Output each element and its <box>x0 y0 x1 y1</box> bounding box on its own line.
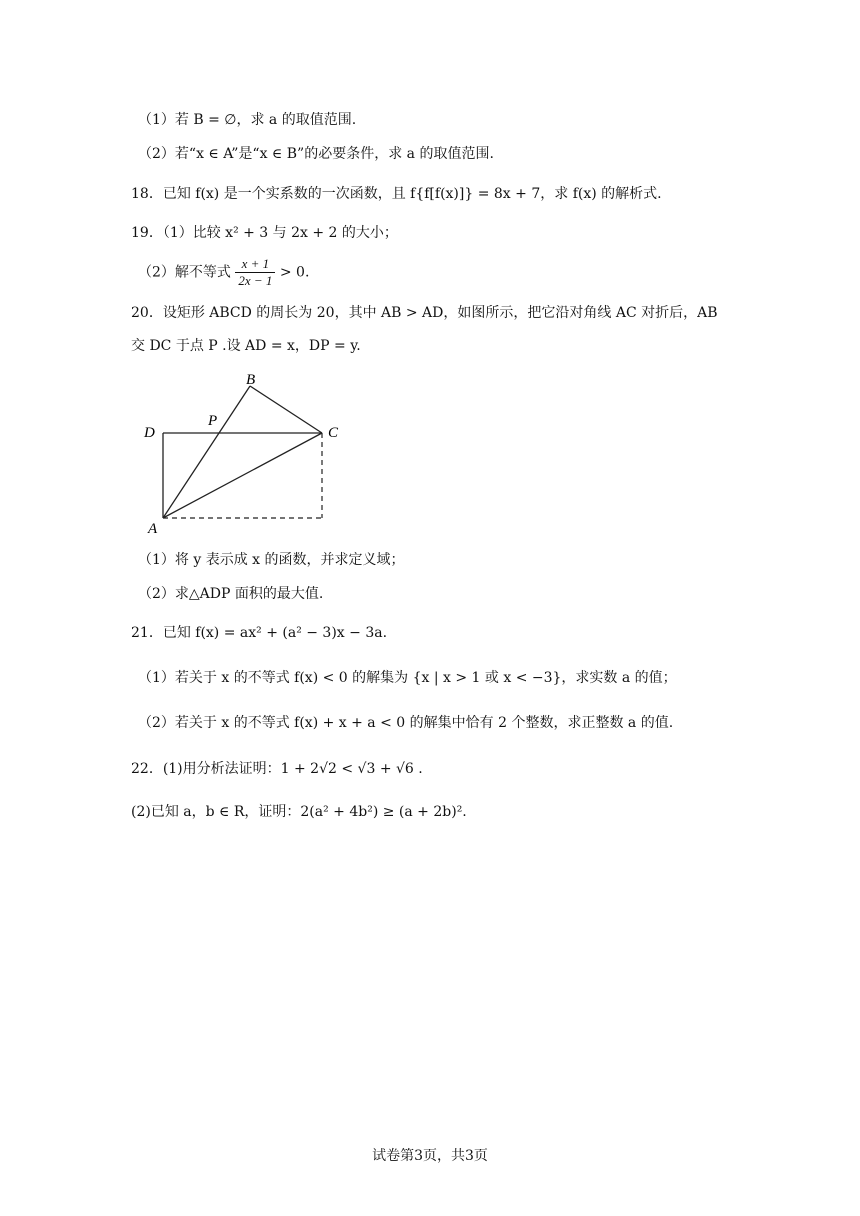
q22-part1: 22．(1)用分析法证明：1 + 2√2 < √3 + √6 . <box>131 761 423 777</box>
q20-line1: 20．设矩形 ABCD 的周长为 20，其中 AB > AD，如图所示，把它沿对角线 AC 对折后，AB <box>131 305 718 321</box>
q19-fraction-denominator: 2x − 1 <box>238 273 273 288</box>
q19-part2-suffix: > 0. <box>279 264 310 281</box>
q21-part1: （1）若关于 x 的不等式 f(x) < 0 的解集为 {x | x > 1 或 x < −3}，求实数 a 的值； <box>138 670 677 686</box>
q17-part1: （1）若 B = ∅，求 a 的取值范围. <box>138 112 357 128</box>
q21-text: 21．已知 f(x) = ax² + (a² − 3)x − 3a. <box>131 625 388 641</box>
folded-rectangle-figure <box>138 368 358 538</box>
q21-part2: （2）若关于 x 的不等式 f(x) + x + a < 0 的解集中恰有 2 个整数，求正整数 a 的值. <box>138 715 674 731</box>
edge-BC <box>250 386 322 433</box>
q20-part2: （2）求△ADP 面积的最大值. <box>138 586 324 602</box>
page-footer: 试卷第3页，共3页 <box>372 1148 488 1164</box>
diagonal-AC <box>163 433 322 518</box>
q20-part1: （1）将 y 表示成 x 的函数，并求定义域； <box>138 552 405 568</box>
label-D: D <box>144 425 155 441</box>
q19-part2-prefix: （2）解不等式 <box>138 264 231 281</box>
label-A: A <box>148 521 158 537</box>
q19-fraction <box>235 256 275 289</box>
label-P: P <box>208 413 218 429</box>
q19-fraction-numerator: x + 1 <box>235 256 275 273</box>
q22-part2: (2)已知 a，b ∈ R，证明：2(a² + 4b²) ≥ (a + 2b)². <box>131 804 467 820</box>
label-B: B <box>246 372 256 388</box>
q19-part2 <box>138 256 309 289</box>
q18-text: 18．已知 f(x) 是一个实系数的一次函数，且 f{f[f(x)]} = 8x + 7，求 f(x) 的解析式. <box>131 186 662 202</box>
q19-part1: 19．（1）比较 x² + 3 与 2x + 2 的大小； <box>131 225 398 241</box>
q17-part2: （2）若“x ∈ A”是“x ∈ B”的必要条件，求 a 的取值范围. <box>138 146 494 162</box>
edge-AB <box>163 386 250 518</box>
label-C: C <box>328 425 339 441</box>
q20-line2: 交 DC 于点 P .设 AD = x，DP = y. <box>131 338 361 354</box>
